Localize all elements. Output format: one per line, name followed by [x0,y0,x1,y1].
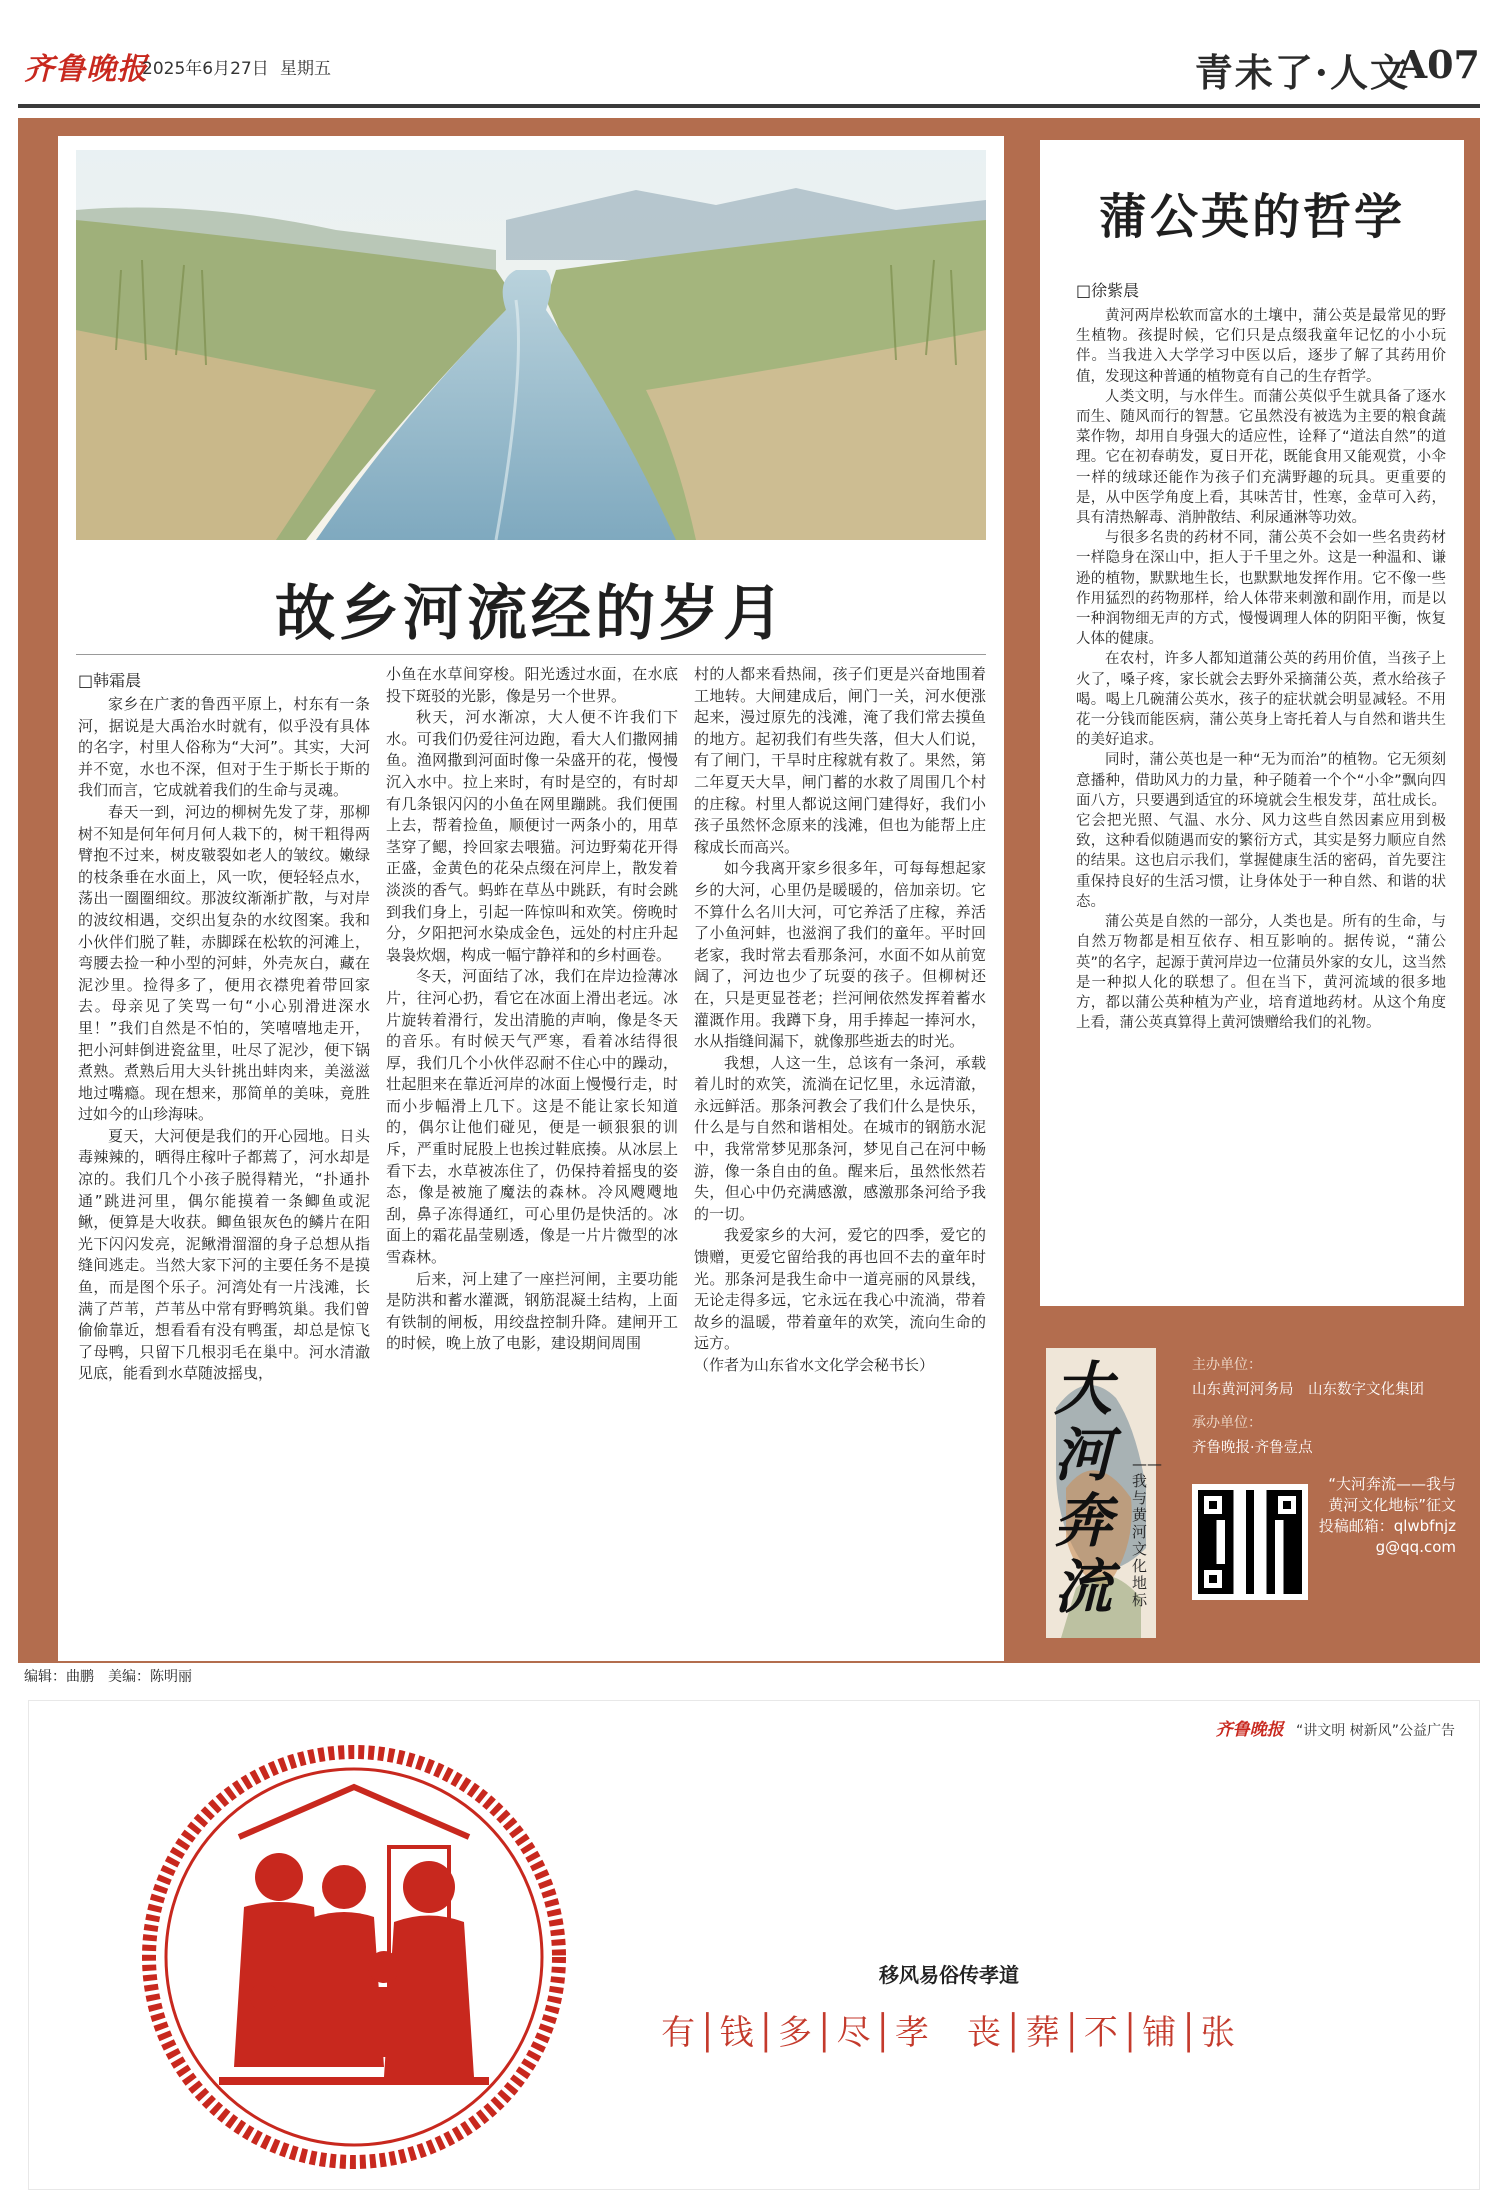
article1-column-3 [694,664,986,1652]
paragraph: 春天一到，河边的柳树先发了芽，那柳树不知是何年何月何人栽下的，树干粗得两臂抱不过来，树皮皲裂如老人的皱纹。嫩绿的枝条垂在水面上，风一吹，便轻轻点水，荡出一圈圈细纹。那波纹渐渐扩散，与对岸的波纹相遇，交织出复杂的水纹图案。我和小伙伴们脱了鞋，赤脚踩在松软的河滩上，弯腰去捡一种小型的河蚌，外壳灰白，藏在泥沙里。捡得多了，便用衣襟兜着带回家去。母亲见了笑骂一句“小心别滑进深水里！”我们自然是不怕的，笑嘻嘻地走开，把小河蚌倒进瓷盆里，吐尽了泥沙，便下锅煮熟。煮熟后用大头针挑出蚌肉来，美滋滋地过嘴瘾。现在想来，那简单的美味，竟胜过如今的山珍海味。 [78,802,370,1124]
submission-email-note: “大河奔流——我与黄河文化地标”征文投稿邮箱：qlwbfnjzg@qq.com [1318,1475,1456,1556]
section-title: 青未了·人文 [1194,50,1410,95]
article-dandelion [1040,140,1464,1306]
paragraph: 家乡在广袤的鲁西平原上，村东有一条河，据说是大禹治水时就有，似乎没有具体的名字，村里人俗称为“大河”。其实，大河并不宽，水也不深，但对于生于斯长于斯的我们而言，它成就着我们的生命与灵魂。 [78,695,370,800]
masthead [18,6,1480,122]
column-title: 大河奔流 [1054,1355,1113,1621]
column-sponsor-box [1040,1336,1464,1656]
paragraph: 同时，蒲公英也是一种“无为而治”的植物。它无须刻意播种，借助风力的力量，种子随着一个个“小伞”飘向四面八方，只要遇到适宜的环境就会生根发芽，茁壮成长。它会把光照、气温、水分、风力这些自然因素应用到极致，这种看似随遇而安的繁衍方式，其实是努力顺应自然的结果。这也启示我们，掌握健康生活的密码，首先要注重保持良好的生活习惯，让身体处于一种自然、和谐的状态。 [1076,752,1446,910]
papercut-family-art [139,1737,569,2177]
paragraph: 蒲公英是自然的一部分，人类也是。所有的生命，与自然万物都是相互依存、相互影响的。据传说，“蒲公英”的名字，起源于黄河岸边一位蒲员外家的女儿，这当然是一种拟人化的联想了。但在当下，黄河流域的很多地方，都以蒲公英种植为产业，培育道地药材。从这个角度上看，蒲公英真算得上黄河馈赠给我们的礼物。 [1076,914,1446,1032]
paragraph: 我想，人这一生，总该有一条河，承载着儿时的欢笑，流淌在记忆里，永远清澈，永远鲜活。那条河教会了我们什么是快乐，什么是与自然和谐相处。在城市的钢筋水泥中，我常常梦见那条河，梦见自己在河中畅游，像一条自由的鱼。醒来后，虽然怅然若失，但心中仍充满感激，感激那条河给予我的一切。 [694,1053,986,1223]
river-landscape-image [76,150,986,540]
river-photo [76,150,986,540]
host-value: 山东黄河河务局 山东数字文化集团 [1192,1382,1424,1398]
paragraph: 黄河两岸松软而富水的土壤中，蒲公英是最常见的野生植物。孩提时候，它们只是点缀我童年记忆的小小玩伴。当我进入大学学习中医以后，逐步了解了其药用价值，发现这种普通的植物竟有自己的生存哲学。 [1076,308,1446,385]
editors-credit: 编辑：曲鹏 美编：陈明丽 [24,1669,192,1685]
paragraph: 后来，河上建了一座拦河闸，主要功能是防洪和蓄水灌溉，钢筋混凝土结构，上面有铁制的闸板，用绞盘控制升降。建闸开工的时候，晚上放了电影，建设期间周围 [386,1269,678,1353]
article1-column-2 [386,664,678,1652]
paragraph: 在农村，许多人都知道蒲公英的药用价值，当孩子上火了，嗓子疼，家长就会去野外采摘蒲公英，煮水给孩子喝。喝上几碗蒲公英水，孩子的症状就会明显减轻。不用花一分钱而能医病，蒲公英身上寄托着人与自然和谐共生的美好追求。 [1076,651,1446,749]
paragraph: 与很多名贵的药材不同，蒲公英不会如一些名贵药材一样隐身在深山中，拒人于千里之外。这是一种温和、谦逊的植物，默默地生长，也默默地发挥作用。它不像一些作用猛烈的药物那样，给人体带来刺激和副作用，而是以一种润物细无声的方式，慢慢调理人体的阴阳平衡，恢复人体的健康。 [1076,530,1446,648]
ad-slogan: 有│钱│多│尽│孝 丧│葬│不│铺│张 [661,2013,1237,2053]
article1-column-1 [78,694,370,1650]
qr-finder [1198,1564,1228,1594]
paragraph: 秋天，河水渐凉，大人便不许我们下水。可我们仍爱往河边跑，看大人们撒网捕鱼。渔网撒到河面时像一朵盛开的花，慢慢沉入水中。拉上来时，有时是空的，有时却有几条银闪闪的小鱼在网里蹦跳。我们便围上去，帮着捡鱼，顺便讨一两条小的，用草茎穿了鳃，拎回家去喂猫。河边野菊花开得正盛，金黄色的花朵点缀在河岸上，散发着淡淡的香气。蚂蚱在草丛中跳跃，有时会跳到我们身上，引起一阵惊叫和欢笑。傍晚时分，夕阳把河水染成金色，远处的村庄升起袅袅炊烟，构成一幅宁静祥和的乡村画卷。 [386,708,678,964]
paragraph: 小鱼在水草间穿梭。阳光透过水面，在水底投下斑驳的光影，像是另一个世界。 [386,665,678,705]
ad-tag: “讲文明 树新风”公益广告 [1296,1723,1455,1739]
paragraph: 如今我离开家乡很多年，可每每想起家乡的大河，心里仍是暖暖的，倍加亲切。它不算什么名川大河，可它养活了庄稼，养活了小鱼河蚌，也滋润了我们的童年。平时回老家，我时常去看那条河，水面不如从前宽阔了，河边也少了玩耍的孩子。但柳树还在，只是更显苍老；拦河闸依然发挥着蓄水灌溉作用。我蹲下身，用手捧起一捧河水，水从指缝间漏下，就像那些逝去的时光。 [694,859,986,1051]
organizer-value: 齐鲁晚报·齐鲁壹点 [1192,1440,1313,1456]
host-label: 主办单位： [1192,1357,1262,1373]
public-service-ad [28,1700,1480,2190]
article1-title: 故乡河流经的岁月 [275,579,787,649]
qr-code-pattern [1198,1490,1302,1594]
issue-date: 2025年6月27日 [142,59,269,79]
paragraph: 村的人都来看热闹，孩子们更是兴奋地围着工地转。大闸建成后，闸门一关，河水便涨起来，漫过原先的浅滩，淹了我们常去摸鱼的地方。起初我们有些失落，但大人们说，有了闸门，干旱时庄稼就有救了。果然，第二年夏天大旱，闸门蓄的水救了周围几个村的庄稼。村里人都说这闸门建得好，我们小孩子虽然怀念原来的浅滩，但也为能帮上庄稼成长而高兴。 [694,665,986,856]
paragraph: 冬天，河面结了冰，我们在岸边捡薄冰片，往河心扔，看它在冰面上滑出老远。冰片旋转着滑行，发出清脆的声响，像是冬天的音乐。有时候天气严寒，看着冰结得很厚，我们几个小伙伴忍耐不住心中的躁动，壮起胆来在靠近河岸的冰面上慢慢行走，时而小步幅滑上几下。这是不能让家长知道的，偶尔让他们碰见，便是一顿狠狠的训斥，严重时屁股上也挨过鞋底揍。从冰层上看下去，水草被冻住了，仍保持着摇曳的姿态，像是被施了魔法的森林。冷风飕飕地刮，鼻子冻得通红，可心里仍是快活的。冰面上的霜花晶莹剔透，像是一片片微型的冰雪森林。 [386,967,678,1267]
author-byline: （作者为山东省水文化学会秘书长） [694,1356,935,1374]
qr-finder [1198,1490,1228,1520]
qr-finder [1272,1490,1302,1520]
ad-motto: 移风易俗传孝道 [879,1963,1019,1987]
paragraph: 我爱家乡的大河，爱它的四季，爱它的馈赠，更爱它留给我的再也回不去的童年时光。那条河是我生命中一道亮丽的风景线，无论走得多远，它永远在我心中流淌，带着故乡的温暖，带着童年的欢笑，流向生命的远方。 [694,1226,986,1353]
ad-newspaper-logo: 齐鲁晚报 [1215,1720,1284,1740]
paragraph: 人类文明，与水伴生。而蒲公英似乎生就具备了逐水而生、随风而行的智慧。它虽然没有被选为主要的粮食蔬菜作物，却用自身强大的适应性，诠释了“道法自然”的道理。它在初春萌发，夏日开花，既能食用又能观赏，小伞一样的绒球还能作为孩子们充满野趣的玩具。更重要的是，从中医学角度上看，其味苦甘，性寒，金草可入药，具有清热解毒、消肿散结、利尿通淋等功效。 [1076,388,1446,527]
article2-body [1076,306,1446,1298]
article1-author: □韩霜晨 [78,671,142,690]
article2-title: 蒲公英的哲学 [1098,189,1405,245]
content-panel [18,118,1480,1663]
title-divider [76,654,986,655]
newspaper-logo: 齐鲁晚报 [24,52,148,87]
ad-header [1216,1715,1455,1740]
issue-weekday: 星期五 [280,59,331,79]
masthead-divider [18,104,1480,108]
organizer-label: 承办单位： [1192,1415,1262,1431]
column-subtitle: ——我与黄河文化地标 [1132,1455,1162,1609]
page-number: A07 [1397,42,1480,87]
qr-code[interactable] [1192,1484,1308,1600]
paragraph: 夏天，大河便是我们的开心园地。日头毒辣辣的，晒得庄稼叶子都蔫了，河水却是凉的。我们几个小孩子脱得精光，“扑通扑通”跳进河里，偶尔能摸着一条鲫鱼或泥鳅，便算是大收获。鲫鱼银灰色的鳞片在阳光下闪闪发亮，泥鳅滑溜溜的身子总想从指缝间逃走。当然大家下河的主要任务不是摸鱼，而是图个乐子。河湾处有一片浅滩，长满了芦苇，芦苇丛中常有野鸭筑巢。我们曾偷偷靠近，想看看有没有鸭蛋，却总是惊飞了母鸭，只留下几根羽毛在巢中。河水清澈见底，能看到水草随波摇曳， [78,1126,370,1383]
article-hometown-river [58,136,1004,1661]
article2-author: □徐紫晨 [1076,281,1140,300]
